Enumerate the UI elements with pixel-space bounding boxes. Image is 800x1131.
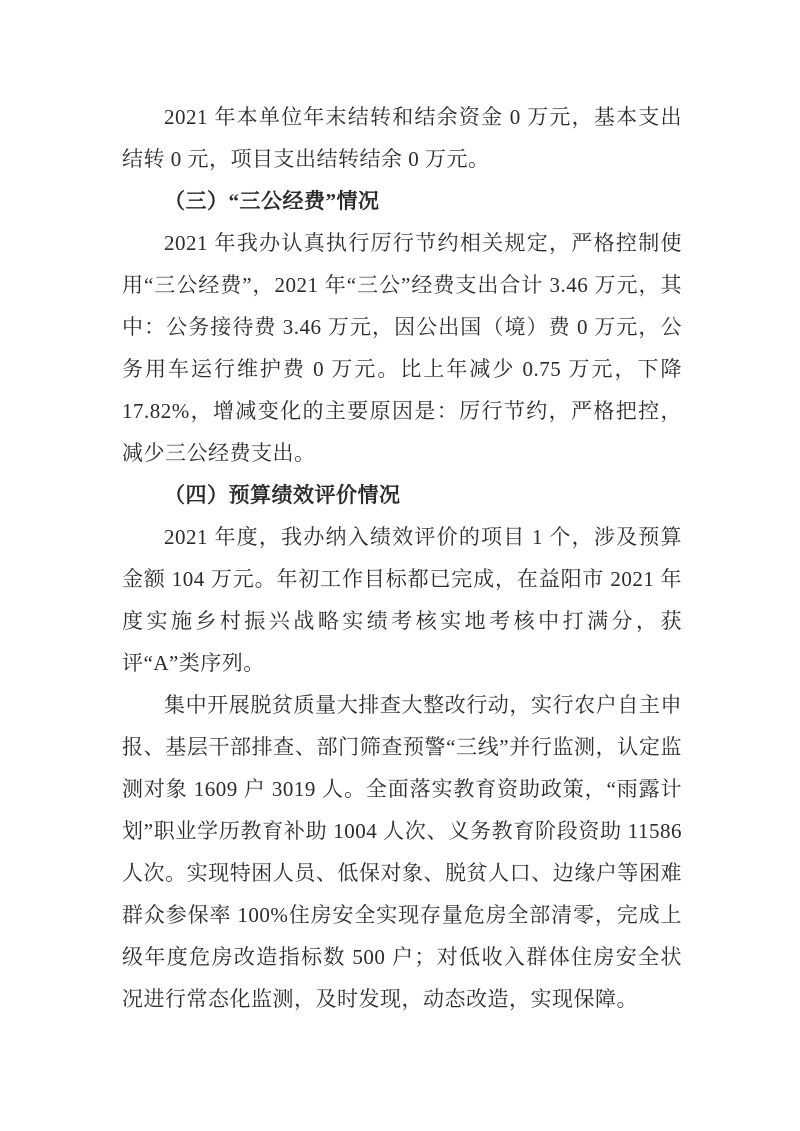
paragraph-carryover-funds: 2021 年本单位年末结转和结余资金 0 万元，基本支出结转 0 元，项目支出结转结余 0 万元。 bbox=[122, 105, 682, 171]
paragraph-three-public-expenses-detail: 2021 年我办认真执行厉行节约相关规定，严格控制使用“三公经费”，2021 年“三公”经费支出合计 3.46 万元，其中：公务接待费 3.46 万元，因公出国（境）费 0 万元，公务用车运行维护费 0 万元。比上年减少 0.75 万元，下降 17.82%，增减变化的主要原因是：厉行节约，严格把控，减少三公经费支出。 bbox=[122, 231, 682, 465]
section-heading-budget-performance: （四）预算绩效评价情况 bbox=[164, 483, 401, 507]
paragraph-performance-evaluation: 2021 年度，我办纳入绩效评价的项目 1 个，涉及预算金额 104 万元。年初工作目标都已完成，在益阳市 2021 年度实施乡村振兴战略实绩考核实地考核中打满分，获评“A”类序列。 bbox=[122, 525, 682, 675]
paragraph-poverty-alleviation-work: 集中开展脱贫质量大排查大整改行动，实行农户自主申报、基层干部排查、部门筛查预警“三线”并行监测，认定监测对象 1609 户 3019 人。全面落实教育资助政策，“雨露计划”职业学历教育补助 1004 人次、义务教育阶段资助 11586 人次。实现特困人员、低保对象、脱贫人口、边缘户等困难群众参保率 100%住房安全实现存量危房全部清零，完成上级年度危房改造指标数 500 户；对低收入群体住房安全状况进行常态化监测，及时发现，动态改造，实现保障。 bbox=[122, 693, 682, 1011]
section-heading-three-public-expenses: （三）“三公经费”情况 bbox=[164, 189, 380, 213]
